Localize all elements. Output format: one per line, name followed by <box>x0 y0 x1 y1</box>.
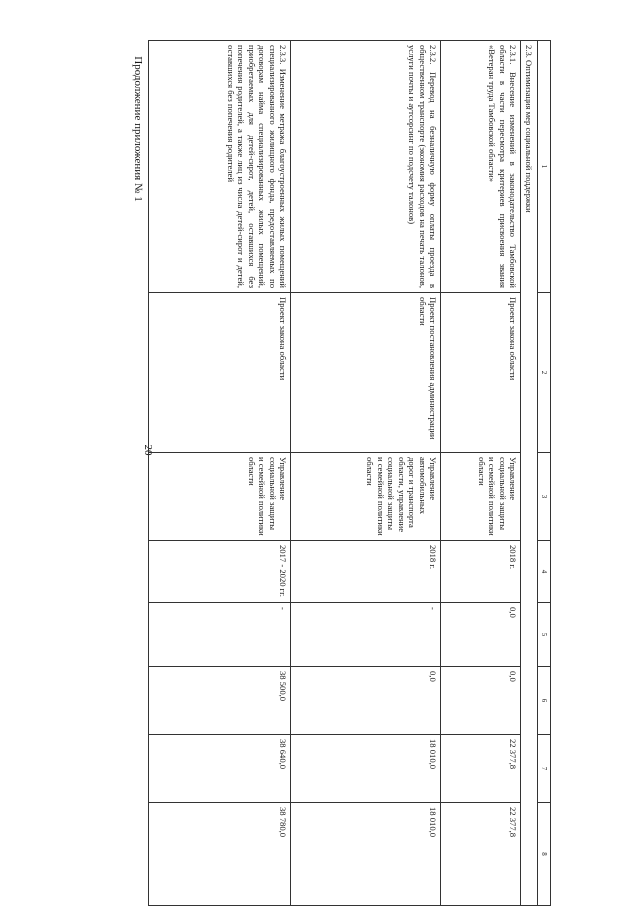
value-cell: 38 500,0 <box>149 667 291 735</box>
table-row <box>149 41 291 906</box>
responsible-cell: Управление социальной защиты и семейной политики области <box>149 453 291 541</box>
value-cell: 0,0 <box>291 667 441 735</box>
document-type-cell: Проект закона области <box>149 293 291 453</box>
header-cell: 5 <box>538 603 551 667</box>
value-cell: - <box>291 603 441 667</box>
measure-cell: 2.3.1. Внесение изменений в законодательство Тамбовской области в части пересмотра критериев присвоения звания «Ветеран труда Тамбовской области» <box>441 41 521 293</box>
responsible-cell: Управление социальной защиты и семейной политики области <box>441 453 521 541</box>
header-row <box>538 41 551 906</box>
period-cell: 2017 - 2020 гг. <box>149 541 291 603</box>
value-cell: - <box>149 603 291 667</box>
header-cell: 3 <box>538 453 551 541</box>
measure-cell: 2.3.3. Изменение метража благоустроенных жилых помещений специализированного жилищного фонда, предоставляемых по договорам найма специализированных жилых помещений, приобретаемых для детей-сирот, детей, оставшихся без попечения родителей, а также лиц из числа детей-сирот и детей, оставшихся без попечения родителей <box>149 41 291 293</box>
value-cell: 18 010,0 <box>291 803 441 906</box>
table-row <box>291 41 441 906</box>
value-cell: 0,0 <box>441 603 521 667</box>
responsible-cell: Управление автомобильных дорог и транспорта области, управление социальной защиты и семейной политики области <box>291 453 441 541</box>
period-cell: 2018 г. <box>291 541 441 603</box>
value-cell: 38 780,0 <box>149 803 291 906</box>
value-cell: 22 377,8 <box>441 803 521 906</box>
measure-cell: 2.3.2. Перевод на безналичную форму оплаты проезда в общественном транспорте (экономия расходов на печать талонов, услуги почты и аутсорсинг по подсчету талонов) <box>291 41 441 293</box>
document-type-cell: Проект закона области <box>441 293 521 453</box>
value-cell: 0,0 <box>441 667 521 735</box>
header-cell: 1 <box>538 41 551 293</box>
measures-table <box>148 40 551 905</box>
value-cell: 18 010,0 <box>291 735 441 803</box>
section-title: 2.3. Оптимизация мер социальной поддержки <box>521 41 538 906</box>
header-cell: 8 <box>538 803 551 906</box>
page-number: 20 <box>142 444 154 456</box>
document-type-cell: Проект постановления администрации области <box>291 293 441 453</box>
header-cell: 6 <box>538 667 551 735</box>
value-cell: 22 377,8 <box>441 735 521 803</box>
continuation-label: Продолжение приложения № 1 <box>132 56 144 202</box>
section-row <box>521 41 538 906</box>
header-cell: 2 <box>538 293 551 453</box>
header-cell: 4 <box>538 541 551 603</box>
table-row <box>441 41 521 906</box>
period-cell: 2018 г. <box>441 541 521 603</box>
value-cell: 38 640,0 <box>149 735 291 803</box>
header-cell: 7 <box>538 735 551 803</box>
